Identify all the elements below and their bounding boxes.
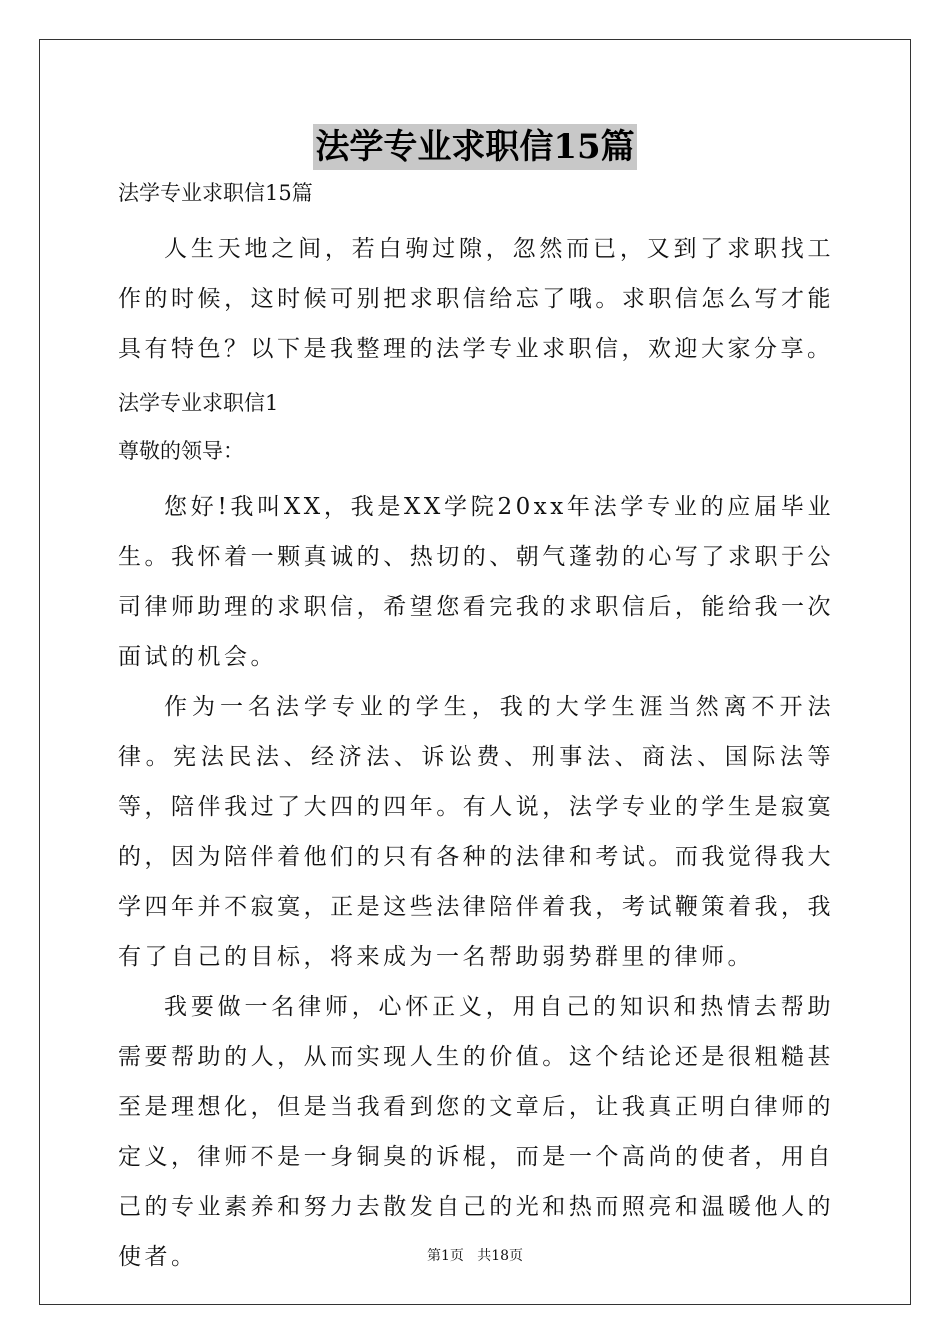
body-paragraph-1: 您好!我叫XX，我是XX学院20xx年法学专业的应届毕业生。我怀着一颗真诚的、热切的、朝气蓬勃的心写了求职于公司律师助理的求职信，希望您看完我的求职信后，能给我一次面试的机会。 bbox=[118, 494, 834, 670]
salutation: 尊敬的领导： bbox=[118, 439, 244, 463]
document-body bbox=[118, 178, 834, 1282]
letter-heading: 法学专业求职信1 bbox=[118, 391, 279, 415]
body-paragraph-3: 我要做一名律师，心怀正义，用自己的知识和热情去帮助需要帮助的人，从而实现人生的价值。这个结论还是很粗糙甚至是理想化，但是当我看到您的文章后，让我真正明白律师的定义，律师不是一身铜臭的诉棍，而是一个高尚的使者，用自己的专业素养和努力去散发自己的光和热而照亮和温暖他人的使者。 bbox=[118, 994, 834, 1270]
intro-paragraph: 人生天地之间，若白驹过隙，忽然而已，又到了求职找工作的时候，这时候可别把求职信给忘了哦。求职信怎么写才能具有特色？以下是我整理的法学专业求职信，欢迎大家分享。 bbox=[118, 236, 834, 362]
body-paragraph-2: 作为一名法学专业的学生，我的大学生涯当然离不开法律。宪法民法、经济法、诉讼费、刑事法、商法、国际法等等，陪伴我过了大四的四年。有人说，法学专业的学生是寂寞的，因为陪伴着他们的只有各种的法律和考试。而我觉得我大学四年并不寂寞，正是这些法律陪伴着我，考试鞭策着我，我有了自己的目标，将来成为一名帮助弱势群里的律师。 bbox=[118, 694, 834, 970]
document-subtitle: 法学专业求职信15篇 bbox=[118, 181, 313, 205]
document-title: 法学专业求职信15篇 bbox=[313, 124, 636, 170]
title-container bbox=[0, 124, 950, 170]
page-footer: 第1页 共18页 bbox=[426, 1248, 524, 1264]
